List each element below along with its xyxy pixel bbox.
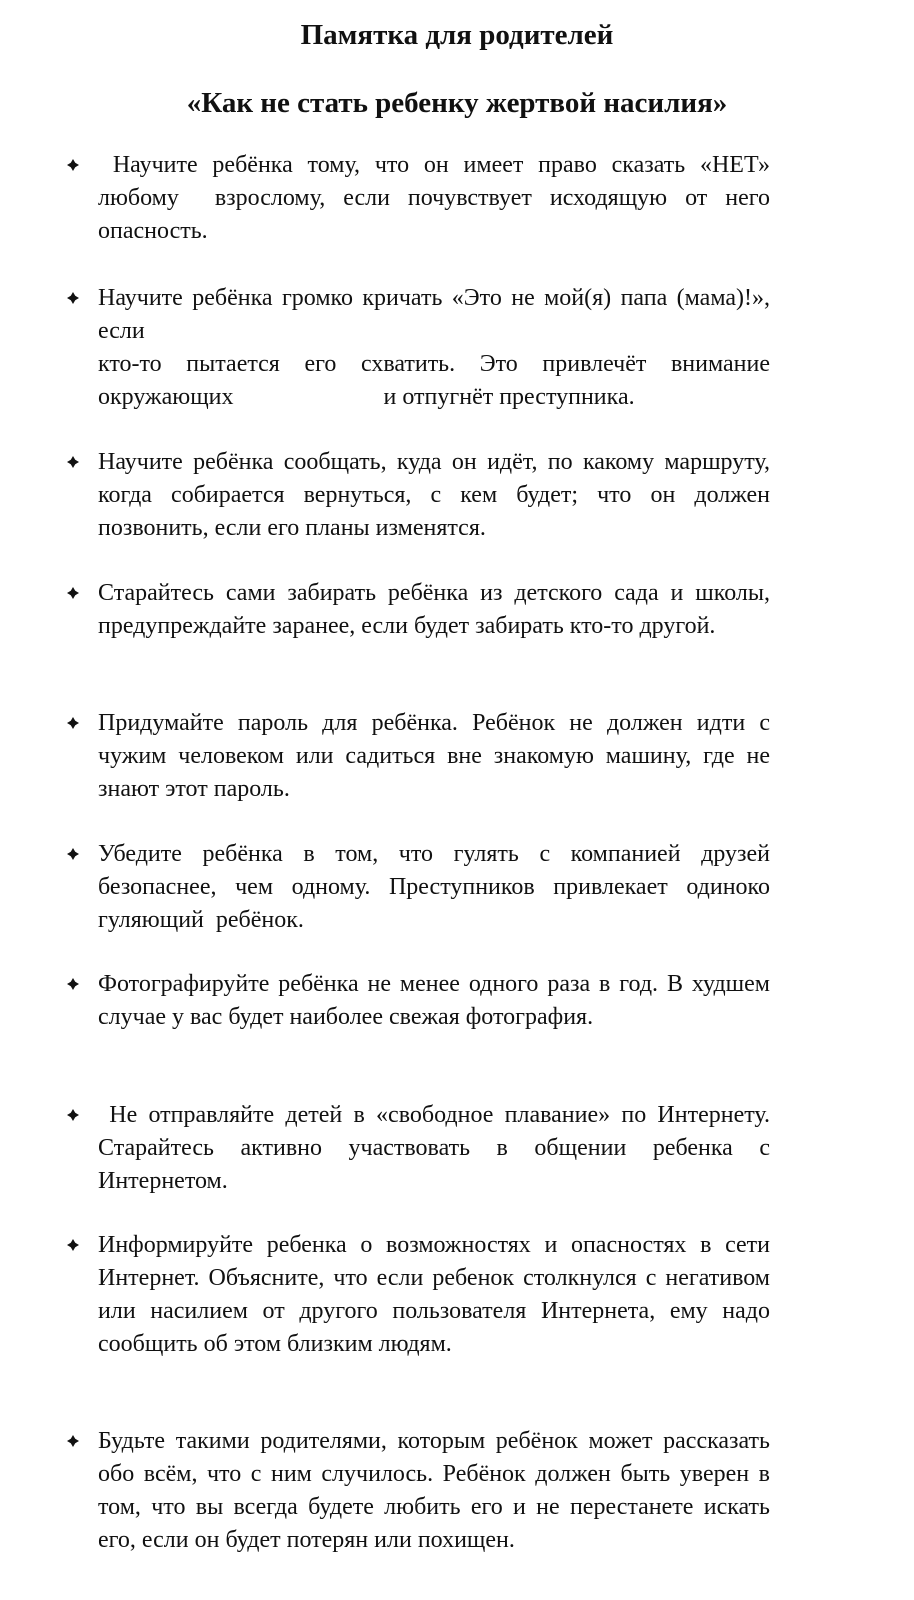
diamond-bullet-icon xyxy=(66,158,80,172)
document-subtitle: «Как не стать ребенку жертвой насилия» xyxy=(186,87,728,119)
advice-text: Не отправляйте детей в «свободное плавание» по Интернету. Старайтесь активно участвовать в общении ребенка с Интернетом. xyxy=(98,1102,777,1194)
advice-text: Информируйте ребенка о возможностях и опасностях в сети Интернет. Объясните, что если ребенок столкнулся с негативом или насилием от другого пользователя Интернета, ему надо сообщить об этом близким людям. xyxy=(98,1232,776,1357)
diamond-bullet-icon xyxy=(66,977,80,991)
advice-text: Убедите ребёнка в том, что гулять с компанией друзей безопаснее, чем одному. Преступников привлекает одиноко гуляющий ребёнок. xyxy=(98,841,776,933)
advice-item xyxy=(98,149,777,248)
advice-text: Придумайте пароль для ребёнка. Ребёнок не должен идти с чужим человеком или садиться вне знакомую машину, где не знают этот пароль. xyxy=(98,710,776,802)
diamond-bullet-icon xyxy=(66,455,80,469)
advice-item xyxy=(98,1425,776,1557)
advice-item xyxy=(98,838,776,937)
advice-item xyxy=(98,707,776,806)
diamond-bullet-icon xyxy=(66,1238,80,1252)
document-title: Памятка для родителей xyxy=(300,19,614,51)
advice-text: Научите ребёнка сообщать, куда он идёт, по какому маршруту, когда собирается вернуться, с кем будет; что он должен позвонить, если его планы изменятся. xyxy=(98,449,776,541)
diamond-bullet-icon xyxy=(66,1108,80,1122)
advice-text: Научите ребёнка тому, что он имеет право сказать «НЕТ» любому взрослому, если почувствует исходящую от него опасность. xyxy=(98,152,777,244)
advice-text: Фотографируйте ребёнка не менее одного раза в год. В худшем случае у вас будет наиболее свежая фотография. xyxy=(98,971,776,1030)
advice-item xyxy=(98,577,776,643)
diamond-bullet-icon xyxy=(66,716,80,730)
advice-item xyxy=(98,1099,777,1198)
advice-text: Старайтесь сами забирать ребёнка из детского сада и школы, предупреждайте заранее, если будет забирать кто-то другой. xyxy=(98,580,776,639)
advice-item xyxy=(98,446,776,545)
diamond-bullet-icon xyxy=(66,1434,80,1448)
diamond-bullet-icon xyxy=(66,291,80,305)
advice-text: Будьте такими родителями, которым ребёнок может рассказать обо всём, что с ним случилось. Ребёнок должен быть уверен в том, что вы всегда будете любить его и не перестанете искать его, если он будет потерян или похищен. xyxy=(98,1428,776,1553)
advice-item xyxy=(98,1229,776,1361)
advice-item xyxy=(98,968,776,1034)
diamond-bullet-icon xyxy=(66,586,80,600)
advice-item xyxy=(98,282,770,414)
diamond-bullet-icon xyxy=(66,847,80,861)
advice-text: Научите ребёнка громко кричать «Это не мой(я) папа (мама)!», если кто-то пытается его схватить. Это привлечёт внимание окружающих и отпугнёт преступника. xyxy=(98,285,770,410)
